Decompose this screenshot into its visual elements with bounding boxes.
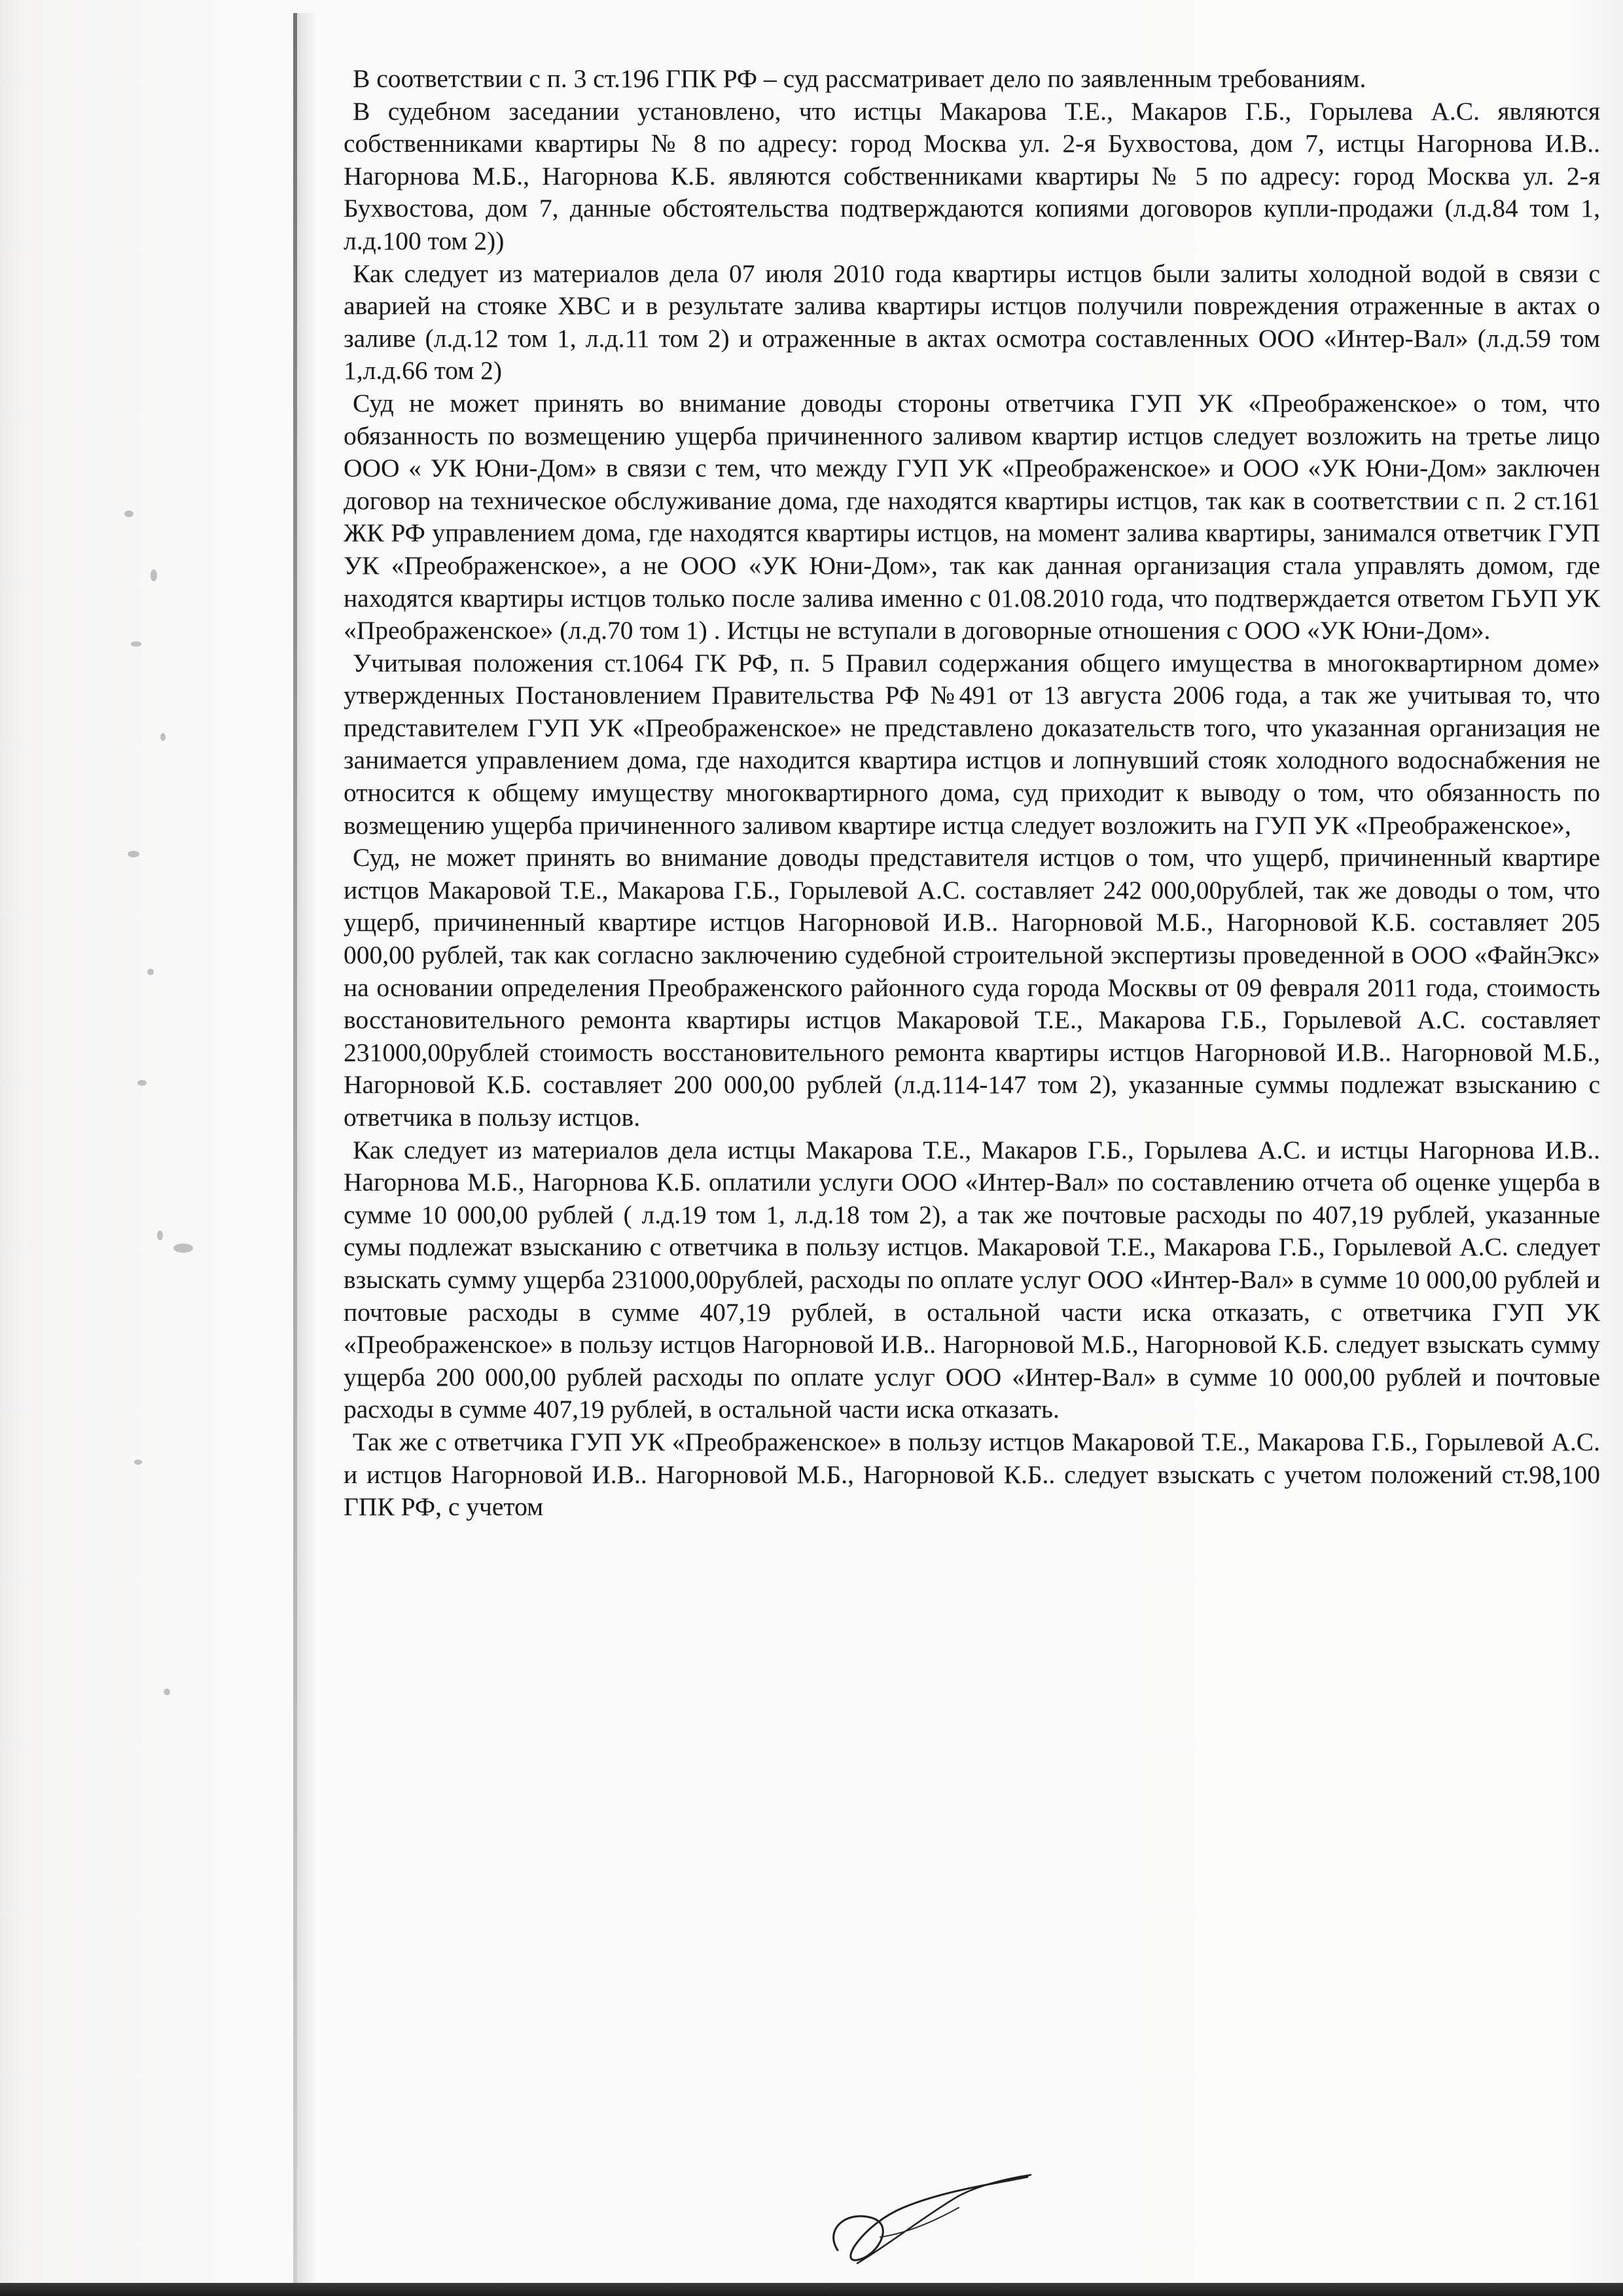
scan-speck <box>157 1230 163 1240</box>
margin-scan-noise <box>111 511 229 1885</box>
scan-speck <box>173 1244 193 1253</box>
binding-shadow <box>297 13 317 2291</box>
paragraph: В судебном заседании установлено, что истцы Макарова Т.Е., Макаров Г.Б., Горылева А.С. являются собственниками квартиры № 8 по адресу: город Москва ул. 2-я Бухвостова, дом 7, истцы Нагорнова И.В.. Нагорнова М.Б., Нагорнова К.Б. являются собственниками квартиры № 5 по адресу: город Москва ул. 2-я Бухвостова, дом 7, данные обстоятельства подтверждаются копиями договоров купли-продажи (л.д.84 том 1, л.д.100 том 2)) <box>344 96 1600 255</box>
paragraph: Как следует из материалов дела истцы Макарова Т.Е., Макаров Г.Б., Горылева А.С. и истцы Нагорнова И.В.. Нагорнова М.Б., Нагорнова К.Б. оплатили услуги ООО «Интер-Вал» по составлению отчета об оценке ущерба в сумме 10 000,00 рублей ( л.д.19 том 1, л.д.18 том 2), а так же почтовые расходы по 407,19 рублей, указанные сумы подлежат взысканию с ответчика в пользу истцов. Макаровой Т.Е., Макарова Г.Б., Горылевой А.С. следует взыскать сумму ущерба 231000,00рублей, расходы по оплате услуг ООО «Интер-Вал» в сумме 10 000,00 рублей и почтовые расходы в сумме 407,19 рублей, в остальной части иска отказать, с ответчика ГУП УК «Преображенское» в пользу истцов Нагорновой И.В.. Нагорновой М.Б., Нагорновой К.Б. следует взыскать сумму ущерба 200 000,00 рублей расходы по оплате услуг ООО «Интер-Вал» в сумме 10 000,00 рублей и почтовые расходы в сумме 407,19 рублей, в остальной части иска отказать. <box>344 1135 1600 1424</box>
scan-speck <box>124 511 134 517</box>
document-body <box>344 63 1600 1524</box>
scan-speck <box>134 1460 142 1465</box>
paragraph: Учитывая положения ст.1064 ГК РФ, п. 5 Правил содержания общего имущества в многоквартирном доме» утвержденных Постановлением Правительства РФ №491 от 13 августа 2006 года, а так же учитывая то, что представителем ГУП УК «Преображенское» не представлено доказательств того, что указанная организация не занимается управлением дома, где находится квартира истцов и лопнувший стояк холодного водоснабжения не относится к общему имуществу многоквартирного дома, суд приходит к выводу о том, что обязанность по возмещению ущерба причиненного заливом квартире истца следует возложить на ГУП УК «Преображенское», <box>344 648 1600 840</box>
signature <box>818 2172 1034 2270</box>
scan-bottom-edge <box>0 2283 1623 2296</box>
scan-speck <box>128 851 139 857</box>
scan-speck <box>160 733 166 741</box>
scan-speck <box>131 641 141 647</box>
scan-speck <box>151 569 157 581</box>
scan-speck <box>164 1689 170 1695</box>
paragraph: Как следует из материалов дела 07 июля 2010 года квартиры истцов были залиты холодной водой в связи с аварией на стояке ХВС и в результате залива квартиры истцов получили повреждения отраженные в актах о заливе (л.д.12 том 1, л.д.11 том 2) и отраженные в актах осмотра составленных ООО «Интер-Вал» (л.д.59 том 1,л.д.66 том 2) <box>344 259 1600 386</box>
scan-speck <box>137 1080 147 1086</box>
paragraph: Суд не может принять во внимание доводы стороны ответчика ГУП УК «Преображенское» о том, что обязанность по возмещению ущерба причиненного заливом квартир истцов следует возложить на третье лицо ООО « УК Юни-Дом» в связи с тем, что между ГУП УК «Преображенское» и ООО «УК Юни-Дом» заключен договор на техническое обслуживание дома, где находятся квартиры истцов, так как в соответствии с п. 2 ст.161 ЖК РФ управлением дома, где находятся квартиры истцов, на момент залива квартиры, занимался ответчик ГУП УК «Преображенское», а не ООО «УК Юни-Дом», так как данная организация стала управлять домом, где находятся квартиры истцов только после залива именно с 01.08.2010 года, что подтверждается ответом ГЬУП УК «Преображенское» (л.д.70 том 1) . Истцы не вступали в договорные отношения с ООО «УК Юни-Дом». <box>344 388 1600 645</box>
paragraph: Так же с ответчика ГУП УК «Преображенское» в пользу истцов Макаровой Т.Е., Макарова Г.Б., Горылевой А.С. и истцов Нагорновой И.В.. Нагорновой М.Б., Нагорновой К.Б.. следует взыскать с учетом положений ст.98,100 ГПК РФ, с учетом <box>344 1427 1600 1522</box>
scan-speck <box>147 969 154 975</box>
paragraph: В соответствии с п. 3 ст.196 ГПК РФ – суд рассматривает дело по заявленным требованиям. <box>353 64 1366 93</box>
paragraph: Суд, не может принять во внимание доводы представителя истцов о том, что ущерб, причиненный квартире истцов Макаровой Т.Е., Макарова Г.Б., Горылевой А.С. составляет 242 000,00рублей, так же доводы о том, что ущерб, причиненный квартире истцов Нагорновой И.В.. Нагорновой М.Б., Нагорновой К.Б. составляет 205 000,00 рублей, так как согласно заключению судебной строительной экспертизы проведенной в ООО «ФайнЭкс» на основании определения Преображенского районного суда города Москвы от 09 февраля 2011 года, стоимость восстановительного ремонта квартиры истцов Макаровой Т.Е., Макарова Г.Б., Горылевой А.С. составляет 231000,00рублей стоимость восстановительного ремонта квартиры истцов Нагорновой И.В.. Нагорновой М.Б., Нагорновой К.Б. составляет 200 000,00 рублей (л.д.114-147 том 2), указанные суммы подлежат взысканию с ответчика в пользу истцов. <box>344 843 1600 1132</box>
